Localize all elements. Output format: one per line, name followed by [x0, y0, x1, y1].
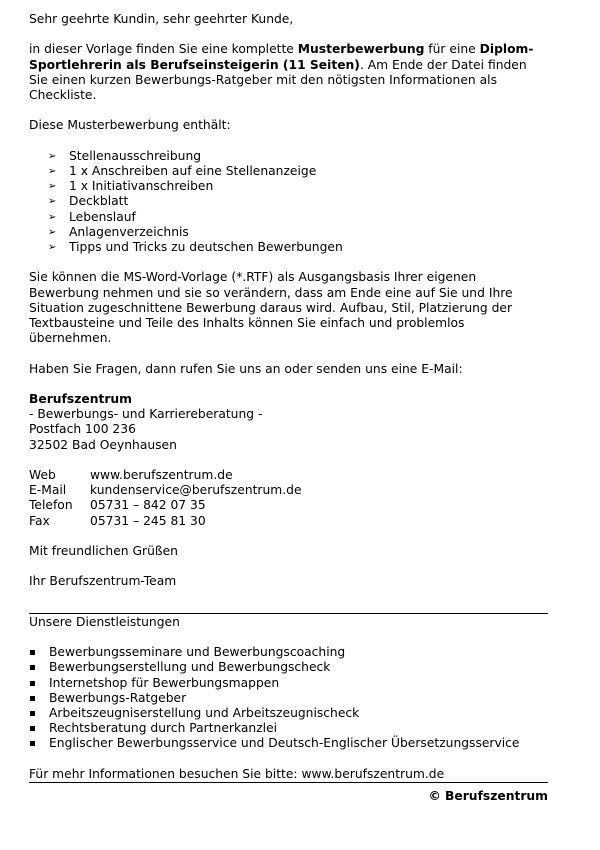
company-name: Berufszentrum: [29, 391, 132, 406]
arrow-bullet-icon: ➢: [48, 211, 57, 223]
contact-label: Telefon: [29, 498, 73, 513]
arrow-bullet-icon: ➢: [48, 226, 57, 238]
company-city: 32502 Bad Oeynhausen: [29, 437, 177, 452]
services-list-item: Bewerbungs-Ratgeber: [29, 691, 549, 706]
company-postbox: Postfach 100 236: [29, 422, 136, 437]
contents-heading: Diese Musterbewerbung enthält:: [29, 118, 231, 133]
intro-text-2: für eine: [424, 42, 480, 57]
contents-list-item: ➢ 1 x Initiativanschreiben: [48, 179, 214, 194]
contact-label: E-Mail: [29, 483, 67, 498]
contents-list-item: ➢ 1 x Anschreiben auf eine Stellenanzeige: [48, 163, 317, 178]
contents-list: [29, 149, 549, 255]
intro-text-1: in dieser Vorlage finden Sie eine komplette: [29, 42, 298, 57]
services-list-item: Internetshop für Bewerbungsmappen: [29, 676, 549, 691]
services-list-item: Englischer Bewerbungsservice und Deutsch-Englischer Übersetzungsservice: [29, 736, 549, 751]
services-list-item: Bewerbungsseminare und Bewerbungscoaching: [29, 645, 549, 660]
square-bullet-icon: [30, 681, 35, 686]
greeting: Sehr geehrte Kundin, sehr geehrter Kunde,: [29, 12, 294, 26]
contact-row-phone: [29, 498, 549, 513]
contact-row-fax: [29, 514, 549, 529]
services-list-item: Bewerbungserstellung und Bewerbungscheck: [29, 660, 549, 675]
contact-table: [29, 468, 549, 529]
closing: Mit freundlichen Grüßen: [29, 543, 178, 558]
contact-value: 05731 – 245 81 30: [90, 513, 206, 528]
company-tagline: - Bewerbungs- und Karriereberatung -: [29, 407, 263, 422]
usage-paragraph: Sie können die MS-Word-Vorlage (*.RTF) als Ausgangsbasis Ihrer eigenen Bewerbung nehmen und sie so verändern, dass am Ende eine auf Sie und Ihre Situation zugeschnittene Bewerbung daraus wird. Aufbau, Stil, Platzierung der Textbausteine und Teile des Inhalts können Sie einfach und problemlos übernehmen.: [29, 270, 513, 346]
contents-list-item: ➢ Tipps und Tricks zu deutschen Bewerbungen: [48, 240, 343, 254]
square-bullet-icon: [30, 741, 35, 746]
contents-list-item: ➢ Deckblatt: [48, 194, 129, 209]
signature: Ihr Berufszentrum-Team: [29, 574, 177, 589]
contents-list-item: ➢ Stellenausschreibung: [48, 148, 202, 163]
contents-list-item: ➢ Lebenslauf: [48, 209, 136, 224]
more-info-line: Für mehr Informationen besuchen Sie bitte: www.berufszentrum.de: [29, 766, 445, 781]
square-bullet-icon: [30, 726, 35, 731]
arrow-bullet-icon: ➢: [48, 150, 57, 162]
contact-label: Fax: [29, 513, 50, 528]
intro-paragraph: [29, 42, 549, 103]
contact-value[interactable]: www.berufszentrum.de: [90, 467, 233, 482]
intro-bold-2: Diplom-Sportlehrerin als Berufseinsteigerin (11 Seiten): [29, 42, 534, 72]
questions-line: Haben Sie Fragen, dann rufen Sie uns an oder senden uns eine E-Mail:: [29, 361, 463, 376]
services-heading: Unsere Dienstleistungen: [29, 614, 180, 629]
square-bullet-icon: [30, 650, 35, 655]
arrow-bullet-icon: ➢: [48, 242, 57, 253]
contents-list-item: ➢ Anlagenverzeichnis: [48, 224, 189, 239]
services-list-item: Arbeitszeugniserstellung und Arbeitszeugnischeck: [29, 706, 549, 721]
arrow-bullet-icon: ➢: [48, 196, 57, 208]
square-bullet-icon: [30, 711, 35, 716]
intro-bold-1: Musterbewerbung: [297, 42, 425, 57]
intro-text-3: . Am Ende der Datei finden Sie einen kurzen Bewerbungs-Ratgeber mit den nötigsten Informationen als Checkliste.: [29, 57, 527, 102]
contact-row-email: [29, 483, 549, 498]
copyright-notice: © Berufszentrum: [428, 788, 548, 803]
contact-value: 05731 – 842 07 35: [90, 498, 206, 513]
services-list-item: Rechtsberatung durch Partnerkanzlei: [29, 721, 549, 736]
contact-row-web: [29, 468, 549, 483]
square-bullet-icon: [30, 696, 35, 701]
arrow-bullet-icon: ➢: [48, 181, 57, 193]
contact-value[interactable]: kundenservice@berufszentrum.de: [90, 483, 302, 498]
contact-label: Web: [29, 467, 56, 482]
square-bullet-icon: [30, 665, 35, 670]
services-list: [29, 645, 549, 751]
arrow-bullet-icon: ➢: [48, 165, 57, 177]
document-page: [29, 12, 549, 804]
